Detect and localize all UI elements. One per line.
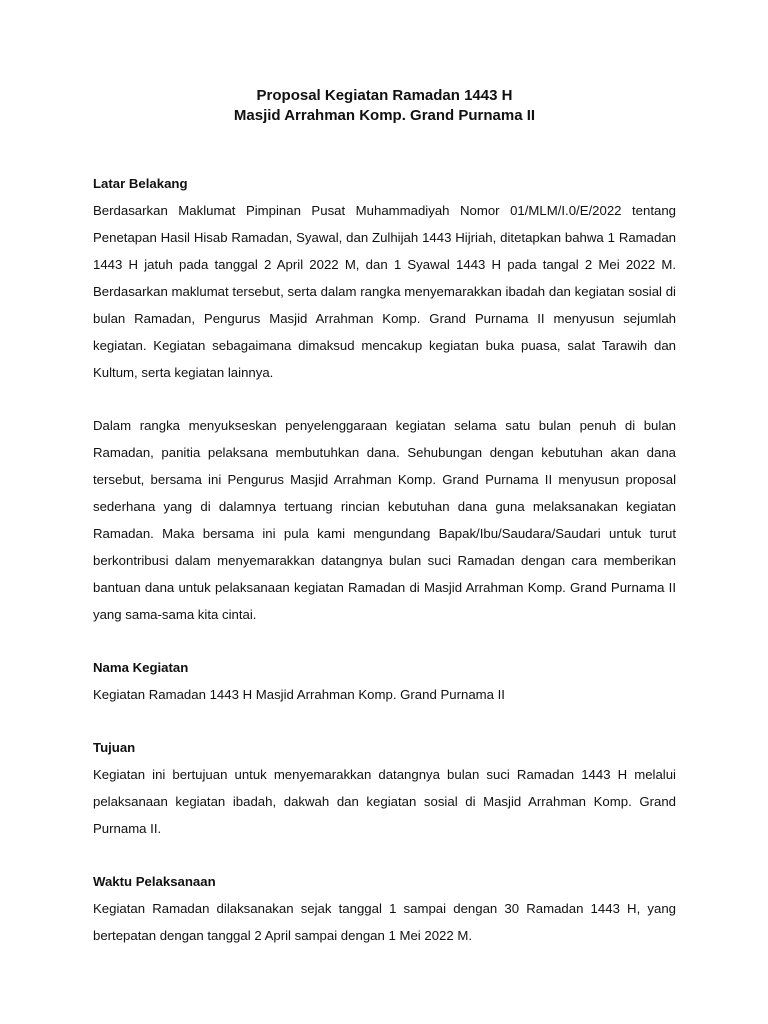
- heading-latar-belakang: Latar Belakang: [93, 176, 188, 191]
- section-tujuan: [93, 734, 676, 842]
- section-spacer: [93, 842, 676, 868]
- paragraph-latar-belakang-2: Dalam rangka menyukseskan penyelenggaraan kegiatan selama satu bulan penuh di bulan Ramadan, panitia pelaksana membutuhkan dana. Sehubungan dengan kebutuhan akan dana tersebut, bersama ini Pengurus Masjid Arrahman Komp. Grand Purnama II menyusun proposal sederhana yang di dalamnya tertuang rincian kebutuhan dana guna melaksanakan kegiatan Ramadan. Maka bersama ini pula kami mengundang Bapak/Ibu/Saudara/Saudari untuk turut berkontribusi dalam menyemarakkan datangnya bulan suci Ramadan dengan cara memberikan bantuan dana untuk pelaksanaan kegiatan Ramadan di Masjid Arrahman Komp. Grand Purnama II yang sama-sama kita cintai.: [93, 418, 676, 622]
- document-body: [93, 86, 676, 949]
- heading-tujuan: Tujuan: [93, 740, 136, 755]
- document-title-line-1: Proposal Kegiatan Ramadan 1443 H: [256, 87, 513, 104]
- paragraph-nama-kegiatan: Kegiatan Ramadan 1443 H Masjid Arrahman Komp. Grand Purnama II: [93, 687, 505, 702]
- section-nama-kegiatan: [93, 654, 676, 708]
- section-waktu-pelaksanaan: [93, 868, 676, 949]
- heading-nama-kegiatan: Nama Kegiatan: [93, 660, 189, 675]
- paragraph-latar-belakang-1: Berdasarkan Maklumat Pimpinan Pusat Muhammadiyah Nomor 01/MLM/I.0/E/2022 tentang Penetapan Hasil Hisab Ramadan, Syawal, dan Zulhijah 1443 Hijriah, ditetapkan bahwa 1 Ramadan 1443 H jatuh pada tanggal 2 April 2022 M, dan 1 Syawal 1443 H pada tangal 2 Mei 2022 M. Berdasarkan maklumat tersebut, serta dalam rangka menyemarakkan ibadah dan kegiatan sosial di bulan Ramadan, Pengurus Masjid Arrahman Komp. Grand Purnama II menyusun sejumlah kegiatan. Kegiatan sebagaimana dimaksud mencakup kegiatan buka puasa, salat Tarawih dan Kultum, serta kegiatan lainnya.: [93, 203, 676, 380]
- document-title-line-2: Masjid Arrahman Komp. Grand Purnama II: [233, 107, 536, 124]
- paragraph-spacer: [93, 386, 676, 412]
- section-latar-belakang: [93, 170, 676, 628]
- heading-waktu-pelaksanaan: Waktu Pelaksanaan: [93, 874, 216, 889]
- paragraph-waktu-pelaksanaan: Kegiatan Ramadan dilaksanakan sejak tanggal 1 sampai dengan 30 Ramadan 1443 H, yang bertepatan dengan tanggal 2 April sampai dengan 1 Mei 2022 M.: [93, 901, 676, 943]
- section-spacer: [93, 708, 676, 734]
- title-block: [93, 86, 676, 126]
- section-spacer: [93, 628, 676, 654]
- paragraph-tujuan: Kegiatan ini bertujuan untuk menyemarakkan datangnya bulan suci Ramadan 1443 H melalui pelaksanaan kegiatan ibadah, dakwah dan kegiatan sosial di Masjid Arrahman Komp. Grand Purnama II.: [93, 767, 676, 836]
